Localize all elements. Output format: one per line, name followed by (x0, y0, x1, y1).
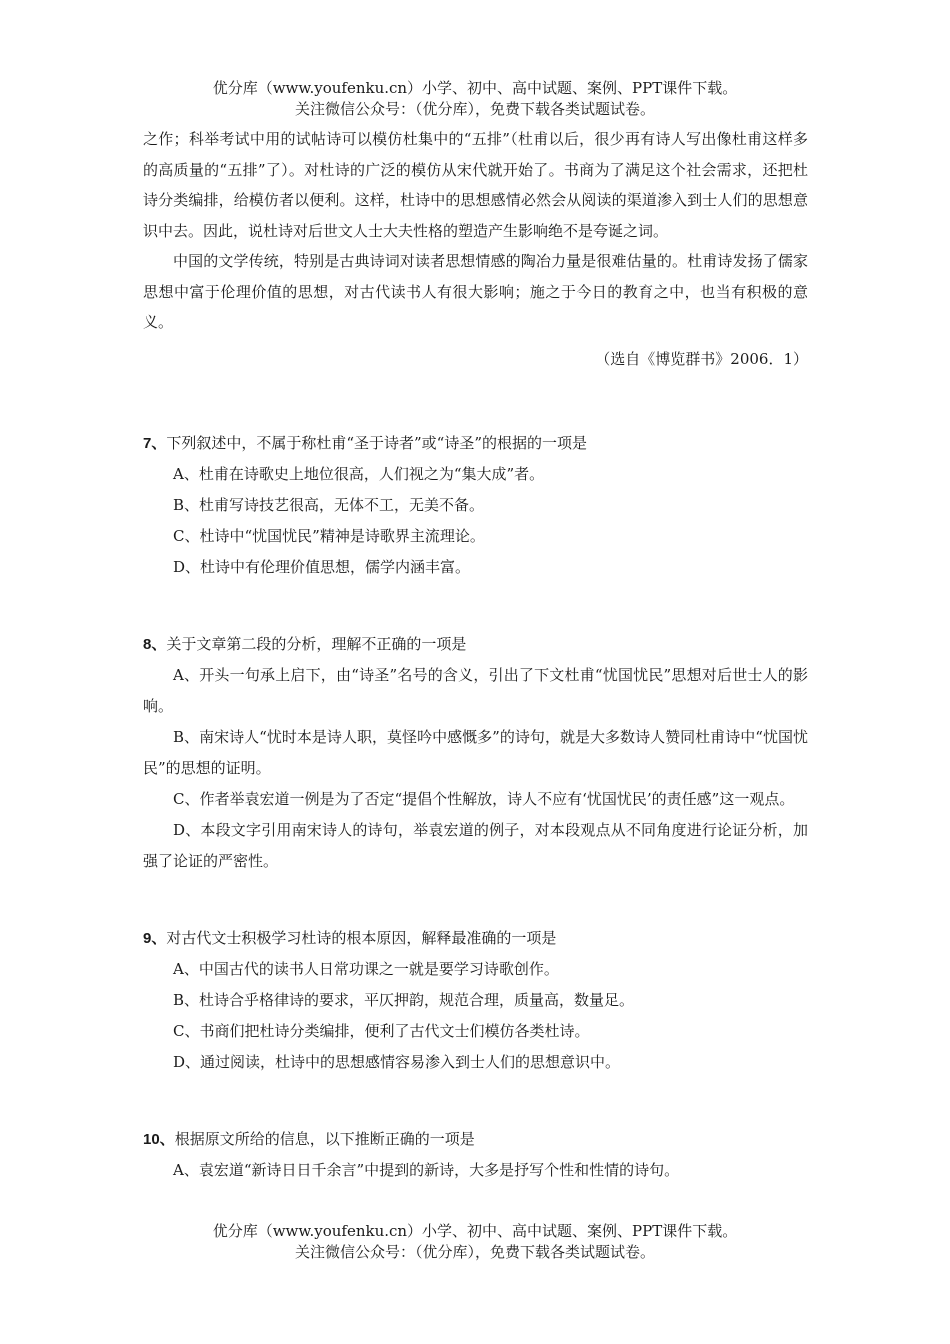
option-a: A、中国古代的读书人日常功课之一就是要学习诗歌创作。 (173, 959, 559, 978)
option-b: B、杜甫写诗技艺很高，无体不工，无美不备。 (173, 495, 485, 514)
option-c: C、杜诗中“忧国忧民”精神是诗歌界主流理论。 (173, 526, 485, 545)
question-number: 7、 (143, 434, 167, 452)
question-text: 关于文章第二段的分析，理解不正确的一项是 (166, 634, 467, 653)
option-b: B、杜诗合乎格律诗的要求，平仄押韵，规范合理，质量高，数量足。 (173, 990, 635, 1009)
question-number: 8、 (143, 635, 167, 653)
passage-paragraph-1: 之作；科举考试中用的试帖诗可以模仿杜集中的“五排”（杜甫以后，很少再有诗人写出像杜甫这样多的高质量的“五排”了）。对杜诗的广泛的模仿从宋代就开始了。书商为了满足这个社会需求，还把杜诗分类编排，给模仿者以便利。这样，杜诗中的思想感情必然会从阅读的渠道渗入到士人们的思想意识中去。因此，说杜诗对后世文人士大夫性格的塑造产生影响绝不是夸诞之词。 (143, 130, 808, 240)
option-a: A、杜甫在诗歌史上地位很高，人们视之为“集大成”者。 (173, 464, 545, 483)
option-a: A、袁宏道“新诗日日千余言”中提到的新诗，大多是抒写个性和性情的诗句。 (173, 1160, 680, 1179)
question-stem (143, 629, 808, 660)
question-10 (143, 1124, 808, 1186)
header-line-2: 关注微信公众号：（优分库），免费下载各类试题试卷。 (294, 100, 655, 118)
question-9 (143, 923, 808, 1078)
footer-line-1: 优分库（www.youfenku.cn）小学、初中、高中试题、案例、PPT课件下载。 (212, 1222, 738, 1240)
option-c: C、作者举袁宏道一例是为了否定“提倡个性解放，诗人不应有‘忧国忧民’的责任感”这一观点。 (173, 789, 795, 808)
header-line-1: 优分库（www.youfenku.cn）小学、初中、高中试题、案例、PPT课件下载。 (212, 79, 738, 97)
question-stem (143, 923, 808, 954)
question-7 (143, 428, 808, 583)
passage-paragraph-2: 中国的文学传统，特别是古典诗词对读者思想情感的陶冶力量是很难估量的。杜甫诗发扬了儒家思想中富于伦理价值的思想，对古代读书人有很大影响；施之于今日的教育之中，也当有积极的意义。 (143, 252, 808, 331)
question-text: 根据原文所给的信息，以下推断正确的一项是 (174, 1129, 475, 1148)
option-a: A、开头一句承上启下，由“诗圣”名号的含义，引出了下文杜甫“忧国忧民”思想对后世士人的影响。 (143, 665, 808, 715)
option-b: B、南宋诗人“忧时本是诗人职，莫怪吟中感慨多”的诗句，就是大多数诗人赞同杜甫诗中“忧国忧民”的思想的证明。 (143, 727, 808, 777)
question-8 (143, 629, 808, 877)
option-d: D、杜诗中有伦理价值思想，儒学内涵丰富。 (173, 557, 471, 576)
question-text: 下列叙述中，不属于称杜甫“圣于诗者”或“诗圣”的根据的一项是 (166, 433, 588, 452)
question-text: 对古代文士积极学习杜诗的根本原因，解释最准确的一项是 (166, 928, 557, 947)
document-body (143, 124, 808, 1186)
option-d: D、通过阅读，杜诗中的思想感情容易渗入到士人们的思想意识中。 (173, 1052, 621, 1071)
option-c: C、书商们把杜诗分类编排，便利了古代文士们模仿各类杜诗。 (173, 1021, 590, 1040)
question-stem (143, 428, 808, 459)
option-d: D、本段文字引用南宋诗人的诗句，举袁宏道的例子，对本段观点从不同角度进行论证分析，加强了论证的严密性。 (143, 820, 808, 870)
footer-line-2: 关注微信公众号：（优分库），免费下载各类试题试卷。 (294, 1243, 655, 1261)
question-number: 10、 (143, 1130, 175, 1148)
question-number: 9、 (143, 929, 167, 947)
page-header (0, 78, 950, 120)
page-footer (0, 1221, 950, 1263)
question-stem (143, 1124, 808, 1155)
passage-source: （选自《博览群书》2006．1） (595, 349, 808, 368)
